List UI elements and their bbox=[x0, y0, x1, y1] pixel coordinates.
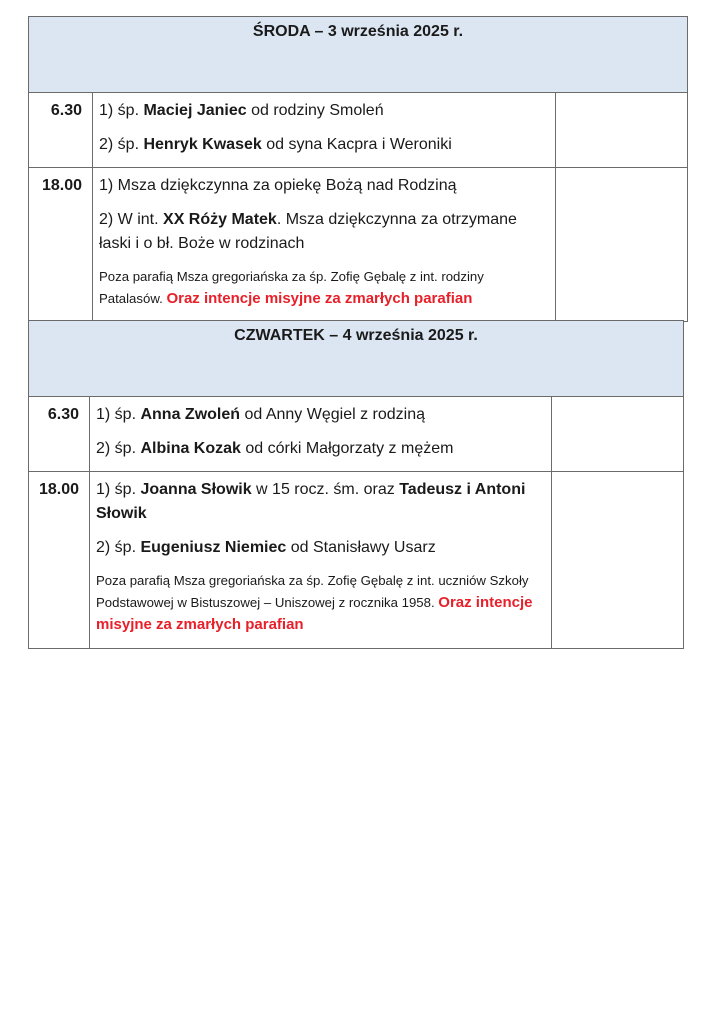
mass-time: 6.30 bbox=[29, 93, 93, 168]
note-highlight: Oraz intencje misyjne za zmarłych parafian bbox=[96, 594, 533, 633]
mass-time: 18.00 bbox=[29, 168, 93, 322]
mass-row bbox=[29, 472, 684, 649]
mass-time: 6.30 bbox=[29, 397, 90, 472]
empty-cell bbox=[552, 397, 684, 472]
mass-row bbox=[29, 397, 684, 472]
mass-intentions bbox=[93, 93, 556, 168]
intention-item: 2) śp. Eugeniusz Niemiec od Stanisławy Usarz bbox=[96, 539, 436, 556]
day-header: CZWARTEK – 4 września 2025 r. bbox=[29, 321, 684, 397]
day-table-wednesday bbox=[28, 16, 688, 322]
mass-note: Poza parafią Msza gregoriańska za śp. Zofię Gębalę z int. rodziny Patalasów. Oraz intencje misyjne za zmarłych parafian bbox=[99, 269, 484, 307]
empty-cell bbox=[556, 168, 688, 322]
mass-row bbox=[29, 93, 688, 168]
empty-cell bbox=[556, 93, 688, 168]
mass-intentions bbox=[90, 472, 552, 649]
intention-item: 2) śp. Henryk Kwasek od syna Kacpra i Weroniki bbox=[99, 136, 452, 153]
day-table-thursday bbox=[28, 320, 684, 649]
intention-item: 1) śp. Anna Zwoleń od Anny Węgiel z rodziną bbox=[96, 406, 426, 423]
intention-item: 1) Msza dziękczynna za opiekę Bożą nad Rodziną bbox=[99, 177, 457, 194]
note-highlight: Oraz intencje misyjne za zmarłych parafian bbox=[166, 290, 473, 307]
mass-note: Poza parafią Msza gregoriańska za śp. Zofię Gębalę z int. uczniów Szkoły Podstawowej w Bistuszowej – Uniszowej z rocznika 1958. Oraz intencje misyjne za zmarłych parafian bbox=[96, 573, 533, 633]
intention-item: 2) W int. XX Róży Matek. Msza dziękczynna za otrzymane łaski i o bł. Boże w rodzinach bbox=[99, 211, 517, 252]
empty-cell bbox=[552, 472, 684, 649]
day-header: ŚRODA – 3 września 2025 r. bbox=[29, 17, 688, 93]
mass-intentions bbox=[90, 397, 552, 472]
intention-item: 1) śp. Joanna Słowik w 15 rocz. śm. oraz Tadeusz i Antoni Słowik bbox=[96, 481, 526, 522]
intention-item: 1) śp. Maciej Janiec od rodziny Smoleń bbox=[99, 102, 384, 119]
intention-item: 2) śp. Albina Kozak od córki Małgorzaty z mężem bbox=[96, 440, 454, 457]
mass-intentions bbox=[93, 168, 556, 322]
mass-row bbox=[29, 168, 688, 322]
mass-time: 18.00 bbox=[29, 472, 90, 649]
